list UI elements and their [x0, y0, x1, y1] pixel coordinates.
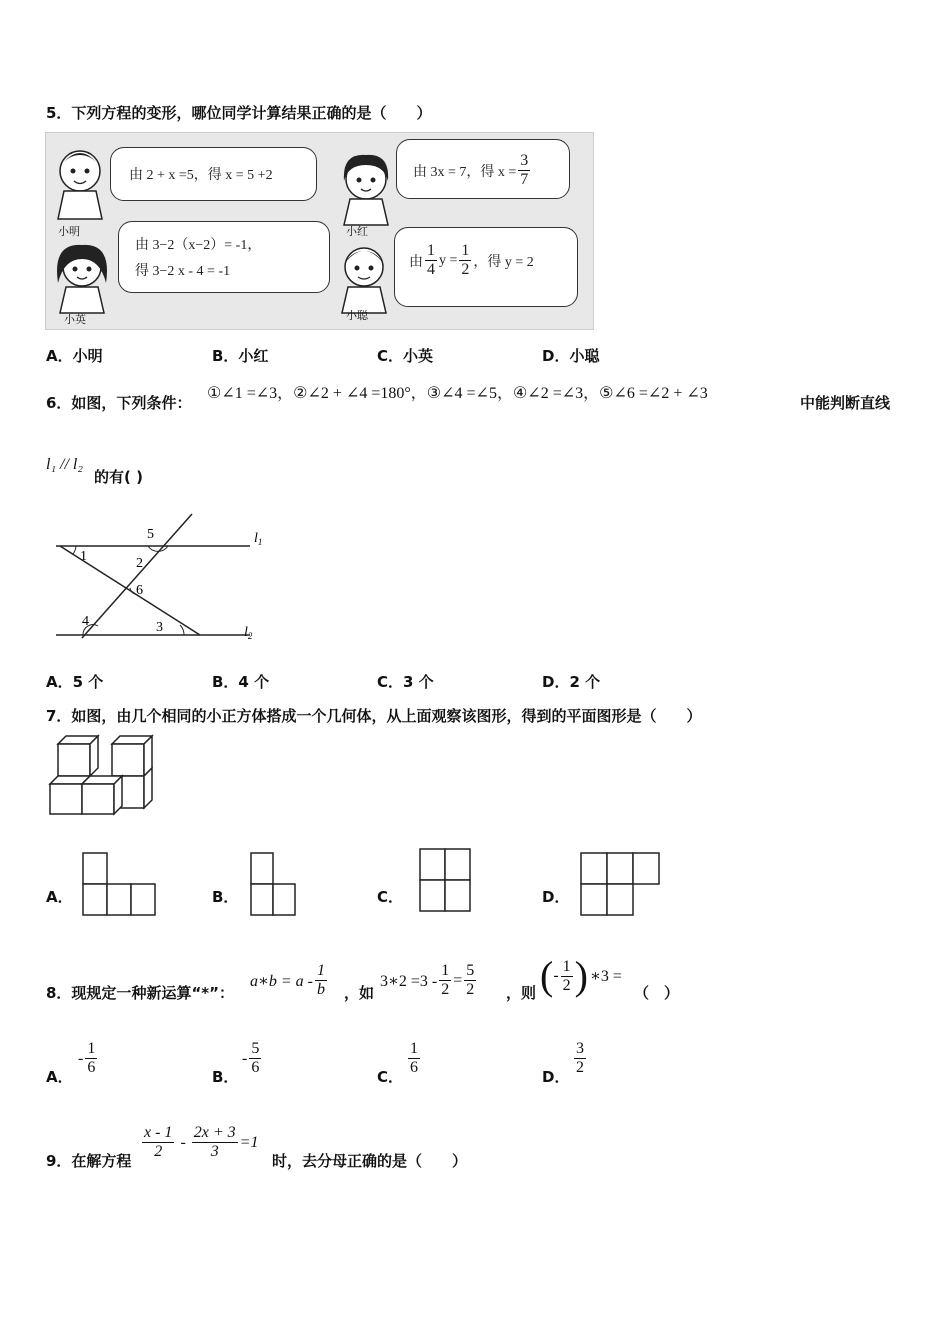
- q8-ze: ，则: [506, 984, 537, 1002]
- q7-cube-solid-figure: [46, 734, 158, 816]
- q8-example-fraction-2: $\frac{5}{2}$: [466, 962, 475, 998]
- q8-option-c-value[interactable]: $\frac{1}{6}$: [410, 1040, 418, 1076]
- q5-option-b[interactable]: B．小红: [212, 347, 269, 365]
- xiaohong-figure-icon: [336, 147, 396, 227]
- q8-option-d-value[interactable]: $\frac{3}{2}$: [576, 1040, 584, 1076]
- angle-1-label: 1: [80, 549, 87, 564]
- q7-option-c-figure[interactable]: [419, 848, 473, 914]
- q9-fraction-2: $\frac{2x + 3}{3}$: [193, 1124, 236, 1160]
- q8-q-fraction: $\frac{1}{2}$: [562, 957, 571, 994]
- q8-example-eq: =: [453, 971, 463, 989]
- q8-example-fraction-1: $\frac{1}{2}$: [441, 962, 450, 998]
- q6-option-b[interactable]: B．4 个: [212, 673, 270, 691]
- q7-stem: 7．如图，由几个相同的小正方体搭成一个几何体，从上面观察该图形，得到的平面图形是（ ）: [46, 707, 702, 725]
- q8-option-d-label[interactable]: D．: [542, 1068, 570, 1086]
- xiaoming-bubble: [110, 147, 317, 201]
- xiaocong-name: 小聪: [346, 309, 368, 322]
- xiaohong-equation-prefix: 由 3x = 7，得 x =: [413, 164, 517, 180]
- xiaoming-name: 小明: [58, 225, 80, 238]
- q7-option-b-label[interactable]: B．: [212, 888, 239, 906]
- q9-stem-suffix: 时，去分母正确的是（ ）: [272, 1152, 468, 1170]
- q8-right-paren: ): [574, 953, 588, 998]
- q7-option-a-label[interactable]: A．: [46, 888, 73, 906]
- q5-option-a[interactable]: A．小明: [46, 347, 103, 365]
- q8-q-minus: -: [553, 967, 559, 984]
- q9-fraction-1: $\frac{x - 1}{2}$: [144, 1124, 173, 1160]
- angle-2-label: 2: [136, 556, 143, 571]
- q9-stem-prefix: 9．在解方程: [46, 1152, 132, 1170]
- q9-equation: [140, 1124, 258, 1161]
- angle-6-label: 6: [136, 583, 143, 598]
- xiaocong-fraction-2: $\frac{1}{2}$: [461, 242, 470, 278]
- xiaocong-prefix: 由: [409, 254, 423, 270]
- q8-stem-prefix: 8．现规定一种新运算“*”：: [46, 984, 234, 1002]
- q8-paren: （ ）: [634, 984, 680, 1002]
- q6-stem-prefix: 6．如图，下列条件：: [46, 394, 192, 412]
- q8-option-b-label[interactable]: B．: [212, 1068, 239, 1086]
- q8-example-prefix: ，如: [344, 984, 375, 1002]
- q7-option-d-label[interactable]: D．: [542, 888, 570, 906]
- label-l2: $l_2$: [244, 625, 253, 641]
- q8-option-c-label[interactable]: C．: [377, 1068, 404, 1086]
- q9-eq: =1: [239, 1133, 259, 1151]
- q6-parallel-lines-figure: [50, 510, 270, 645]
- angle-3-label: 3: [156, 620, 163, 635]
- xiaocong-bubble: [394, 227, 578, 307]
- xiaoying-figure-icon: [52, 239, 112, 315]
- q8-definition: [250, 962, 329, 999]
- xiaoming-figure-icon: [52, 141, 112, 221]
- xiaocong-mid: y =: [439, 252, 458, 268]
- q7-option-c-label[interactable]: C．: [377, 888, 404, 906]
- xiaoying-equation-line1: 由 3−2（x−2）= -1，: [135, 238, 262, 253]
- q8-option-a-value[interactable]: - $\frac{1}{6}$: [78, 1040, 96, 1076]
- q6-conditions: ①∠1 =∠3，②∠2 + ∠4 =180°，③∠4 =∠5，④∠2 =∠3，⑤∠6 =∠2 + ∠3: [207, 385, 708, 402]
- q6-option-d[interactable]: D．2 个: [542, 673, 601, 691]
- q8-left-paren: (: [540, 953, 554, 998]
- q5-cartoon: [45, 132, 594, 330]
- xiaoying-name: 小英: [64, 313, 86, 326]
- q8-def-left: a∗b = a -: [250, 972, 313, 990]
- xiaoying-bubble: [118, 221, 330, 293]
- q7-option-d-figure[interactable]: [580, 852, 664, 918]
- q8-option-a-label[interactable]: A．: [46, 1068, 73, 1086]
- xiaohong-fraction: $\frac{3}{7}$: [520, 152, 529, 188]
- q7-option-b-figure[interactable]: [250, 852, 300, 918]
- q8-q-tail: ∗3 =: [589, 968, 622, 985]
- xiaocong-fraction-1: $\frac{1}{4}$: [427, 242, 435, 278]
- label-l1: $l_1$: [254, 531, 263, 547]
- q8-option-b-value[interactable]: - $\frac{5}{6}$: [242, 1040, 260, 1076]
- angle-4-label: 4: [82, 614, 89, 629]
- xiaohong-bubble: [396, 139, 570, 199]
- xiaoming-equation: 由 2 + x =5，得 x = 5 +2: [129, 168, 273, 183]
- q6-option-a[interactable]: A．5 个: [46, 673, 104, 691]
- q9-minus: -: [180, 1133, 186, 1151]
- q8-example: [380, 962, 478, 999]
- q6-option-c[interactable]: C．3 个: [377, 673, 434, 691]
- xiaohong-name: 小红: [346, 225, 368, 238]
- q5-option-d[interactable]: D．小聪: [542, 347, 600, 365]
- q6-stem-suffix: 中能判断直线: [800, 394, 891, 412]
- q7-option-a-figure[interactable]: [82, 852, 158, 918]
- xiaocong-suffix: ，得 y = 2: [473, 254, 534, 270]
- xiaocong-figure-icon: [336, 237, 396, 315]
- q8-question-expr: [540, 953, 622, 998]
- angle-5-label: 5: [147, 527, 154, 542]
- q8-example-left: 3∗2 =3 -: [380, 972, 438, 990]
- q5-option-c[interactable]: C．小英: [377, 347, 434, 365]
- q8-def-fraction: $\frac{1}{b}$: [317, 962, 325, 998]
- q5-stem: 5．下列方程的变形，哪位同学计算结果正确的是（ ）: [46, 104, 432, 122]
- q6-stem-tail: 的有( ): [94, 468, 143, 486]
- xiaoying-equation-line2: 得 3−2 x - 4 = -1: [135, 264, 231, 279]
- q6-parallel-notation: l₁ // l₂: [46, 456, 83, 473]
